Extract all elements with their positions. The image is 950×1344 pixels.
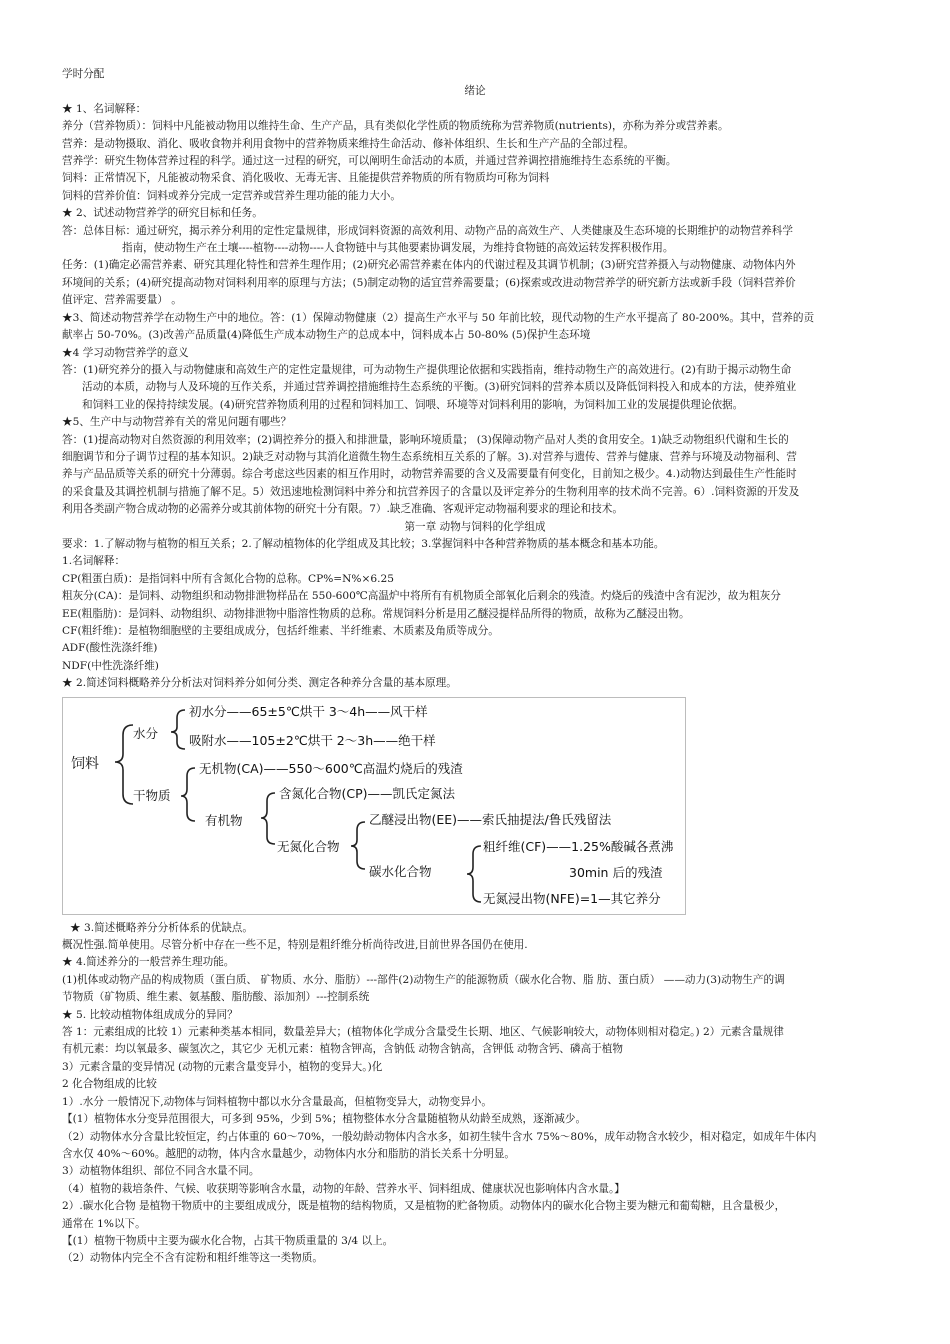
answer-line: 节物质（矿物质、维生素、氨基酸、脂肪酸、添加剂）---控制系统	[62, 991, 370, 1004]
answer-line: 养与产品品质等关系的研究十分薄弱。综合考虑这些因素的相互作用时，动物营养需要的含义及需要量有何变化，目前知之极少。4.)动物达到最佳生产性能时	[62, 468, 797, 481]
water-line: 含水仅 40%～60%。越肥的动物，体内含水量越少，动物体内水分和脂肪的消长关系十分明显。	[62, 1147, 516, 1160]
definition-line: 营养学：研究生物体营养过程的科学。通过这一过程的研究，可以阐明生命活动的本质，并通过营养调控措施维持生态系统的平衡。	[62, 155, 677, 168]
diagram-root: 饲料	[71, 755, 99, 772]
answer-line: 任务：(1)确定必需营养素、研究其理化特性和营养生理作用；(2)研究必需营养素在体内的代谢过程及其调节机制；(3)研究营养摄入与动物健康、动物体内外	[62, 259, 796, 272]
diagram-nitrogenous: 含氮化合物(CP)——凯氏定氮法	[279, 785, 456, 801]
diagram-initial-water: 初水分——65±5℃烘干 3～4h——风干样	[189, 703, 428, 719]
compare-heading: 2 化合物组成的比较	[62, 1078, 157, 1091]
term-line: 粗灰分(CA)：是饲料、动物组织和动物排泄物样品在 550-600℃高温炉中将所有有机物质全部氧化后剩余的残渣。灼烧后的残渣中含有泥沙，故为粗灰分	[62, 590, 781, 603]
question-3: ★3、简述动物营养学在动物生产中的地位。答：(1）保障动物健康（2）提高生产水平与 50 年前比较，现代动物的生产水平提高了 80-200%。其中，营养的贡	[62, 311, 815, 324]
diagram-dry-matter: 干物质	[133, 787, 171, 803]
chapter-title: 第一章 动物与饲料的化学组成	[404, 520, 546, 533]
question-4: ★4 学习动物营养学的意义	[62, 346, 189, 359]
answer-line: (1)机体或动物产品的构成物质（蛋白质、 矿物质、水分、脂肪）---部件(2)动物生产的能源物质（碳水化合物、脂 肪、蛋白质） ——动力(3)动物生产的调	[62, 973, 785, 986]
diagram-crude-fiber-2: 30min 后的残渣	[569, 864, 663, 880]
definition-line: 饲料：正常情况下，凡能被动物采食、消化吸收、无毒无害、且能提供营养物质的所有物质均可称为饲料	[62, 172, 550, 185]
term-line: CF(粗纤维)：是植物细胞壁的主要组成成分，包括纤维素、半纤维素、木质素及角质等成分。	[62, 625, 499, 637]
term-line: EE(粗脂肪)：是饲料、动物组织、动物排泄物中脂溶性物质的总称。常规饲料分析是用乙醚浸提样品所得的物质，故称为乙醚浸出物。	[62, 607, 690, 620]
answer-line: 答 1：元素组成的比较 1）元素种类基本相同，数量差异大；(植物体化学成分含量受生长期、地区、气候影响较大，动物体则相对稳定。) 2）元素含量规律	[62, 1026, 784, 1039]
carbohydrate-line: 通常在 1%以下。	[62, 1217, 146, 1230]
question-5: ★5、生产中与动物营养有关的常见问题有哪些？	[62, 416, 292, 429]
diagram-ash: 无机物(CA)——550～600℃高温灼烧后的残渣	[199, 760, 463, 776]
water-line: （2）动物体水分含量比较恒定，约占体重的 60～70%，一般幼龄动物体内含水多，如初生犊牛含水 75%～80%，成年动物含水较少，相对稳定，如成年牛体内	[62, 1130, 817, 1143]
answer-line: 答：总体目标：通过研究，揭示养分利用的定性定量规律，形成饲料资源的高效利用、动物产品的高效生产、人类健康及生态环境的长期维护的动物营养科学	[62, 224, 793, 237]
answer-line: 献率占 50-70%。(3)改善产品质量(4)降低生产成本动物生产的总成本中，饲料成本占 50-80% (5)保护生态环境	[62, 329, 591, 342]
answer-line: 值评定、营养需要量） 。	[62, 294, 182, 307]
answer-line: 利用各类副产物合成动物的必需养分或其前体物的研究十分有限。7）.缺乏准确、客观评定动物福利要求的理论和技术。	[62, 503, 623, 516]
root-brace	[115, 725, 133, 804]
non-nitrogen-brace	[351, 822, 365, 869]
definition-line: 营养：是动物摄取、消化、吸收食物并利用食物中的营养物质来维持生命活动、修补体组织、生长和生产产品的全部过程。	[62, 137, 635, 150]
term-line: CP(粗蛋白质)：是指饲料中所有含氮化合物的总称。CP%=N%×6.25	[62, 572, 394, 585]
answer-line: 活动的本质，动物与人及环境的互作关系，并通过营养调控措施维持生态系统的平衡。(3)研究饲料的营养本质以及降低饲料投入和成本的方法，使养殖业	[82, 381, 797, 394]
question-3-analysis: ★ 3.简述概略养分分析体系的优缺点。	[70, 921, 253, 934]
answer-line: 细胞调节和分子调节过程的基本知识。2)缺乏对动物与其消化道微生物生态系统相互关系的了解。3).对营养与遗传、营养与健康、营养与环境及动物福利、营	[62, 450, 797, 463]
diagram-organic: 有机物	[205, 812, 243, 828]
question-1: ★ 1、名词解释：	[62, 102, 147, 115]
answer-line: 答：(1)研究养分的摄入与动物健康和高效生产的定性定量规律，可为动物生产提供理论依据和实践指南，维持动物生产的高效进行。(2)有助于揭示动物生命	[62, 363, 792, 376]
feed-analysis-diagram	[62, 697, 686, 915]
answer-line: 和饲料工业的保持持续发展。(4)研究营养物质利用的过程和饲料加工、饲喂、环境等对饲料利用的影响，为饲料加工业的发展提供理论依据。	[82, 398, 744, 411]
question-2-analysis: ★ 2.简述饲料概略养分分析法对饲料养分如何分类、测定各种养分含量的基本原理。	[62, 677, 457, 690]
diagram-water: 水分	[133, 725, 159, 741]
document-page	[62, 66, 888, 1268]
water-line: 【(1）植物体水分变异范围很大，可多到 95%，少到 5%；植物整体水分含量随植物从幼龄至成熟，逐渐减少。	[62, 1113, 587, 1126]
terms-heading: 1.名词解释：	[62, 555, 126, 568]
answer-line: 的采食量及其调控机制与措施了解不足。5）效迅速地检测饲料中养分和抗营养因子的含量以及评定养分的生物利用率的技术尚不完善。6）.饲料资源的开发及	[62, 485, 800, 498]
water-brace	[171, 710, 185, 749]
water-line: （4）植物的栽培条件、气候、收获期等影响含水量，动物的年龄、营养水平、饲料组成、健康状况也影响体内含水量。】	[62, 1182, 625, 1195]
carbohydrate-line: 【(1）植物干物质中主要为碳水化合物，占其干物质重量的 3/4 以上。	[62, 1234, 394, 1247]
answer-line: 概况性强.简单使用。尽管分析中存在一些不足，特别是粗纤维分析尚待改进,目前世界各国仍在使用.	[62, 939, 528, 952]
definition-line: 饲料的营养价值：饲料或养分完成一定营养或营养生理功能的能力大小。	[62, 189, 401, 202]
answer-line: 环境间的关系；(4)研究提高动物对饲料利用率的原理与方法；(5)制定动物的适宜营养需要量；(6)探索或改进动物营养学的研究新方法或新手段（饲料营养价	[62, 276, 796, 289]
page-header: 学时分配	[62, 68, 105, 80]
definition-line: 养分（营养物质）：饲料中凡能被动物用以维持生命、生产产品，具有类似化学性质的物质统称为营养物质(nutrients)，亦称为养分或营养素。	[62, 120, 729, 133]
diagram-non-nitrogenous: 无氮化合物	[277, 838, 340, 854]
term-line: ADF(酸性洗涤纤维)	[62, 642, 158, 655]
diagram-carbohydrate: 碳水化合物	[369, 863, 432, 879]
carbohydrate-line: （2）动物体内完全不含有淀粉和粗纤维等这一类物质。	[62, 1252, 323, 1265]
answer-line: 3）元素含量的变异情况 (动物的元素含量变异小，植物的变异大。)化	[62, 1060, 383, 1073]
dry-matter-brace	[181, 768, 195, 821]
diagram-nfe: 无氮浸出物(NFE)=1—其它养分	[483, 890, 661, 906]
carbohydrate-line: 2）.碳水化合物 是植物干物质中的主要组成成分，既是植物的结构物质，又是植物的贮备物质。动物体内的碳水化合物主要为糖元和葡萄糖，且含量极少，	[62, 1200, 786, 1213]
answer-line: 答：(1)提高动物对自然资源的利用效率；(2)调控养分的摄入和排泄量，影响环境质量； (3)保障动物产品对人类的食用安全。1)缺乏动物组织代谢和生长的	[62, 433, 789, 446]
water-line: 1）.水分 一般情况下,动物体与饲料植物中都以水分含量最高，但植物变异大，动物变异小。	[62, 1095, 492, 1108]
question-4-functions: ★ 4.简述养分的一般营养生理功能。	[62, 956, 235, 969]
section-title-intro: 绪论	[464, 85, 486, 98]
diagram-ether-extract: 乙醚浸出物(EE)——索氏抽提法/鲁氏残留法	[369, 811, 612, 827]
term-line: NDF(中性洗涤纤维)	[62, 659, 159, 672]
organic-brace	[261, 793, 275, 844]
chapter-requirement: 要求：1.了解动物与植物的相互关系；2.了解动植物体的化学组成及其比较；3.掌握饲料中各种营养物质的基本概念和基本功能。	[62, 537, 665, 550]
question-2: ★ 2、试述动物营养学的研究目标和任务。	[62, 207, 263, 220]
diagram-crude-fiber: 粗纤维(CF)——1.25%酸碱各煮沸	[483, 838, 674, 854]
answer-line: 指南，使动物生产在土壤----植物----动物----人食物链中与其他要素协调发展，为维持食物链的高效运转发挥积极作用。	[122, 242, 674, 255]
answer-line: 有机元素：均以氧最多、碳氢次之，其它少 无机元素：植物含钾高，含钠低 动物含钠高，含钾低 动物含钙、磷高于植物	[62, 1043, 623, 1056]
question-5-compare: ★ 5. 比较动植物体组成成分的异同？	[62, 1008, 238, 1021]
carbohydrate-brace	[467, 846, 481, 902]
water-line: 3）动植物体组织、部位不同含水量不同。	[62, 1165, 260, 1178]
diagram-adsorbed-water: 吸附水——105±2℃烘干 2～3h——绝干样	[189, 732, 436, 748]
